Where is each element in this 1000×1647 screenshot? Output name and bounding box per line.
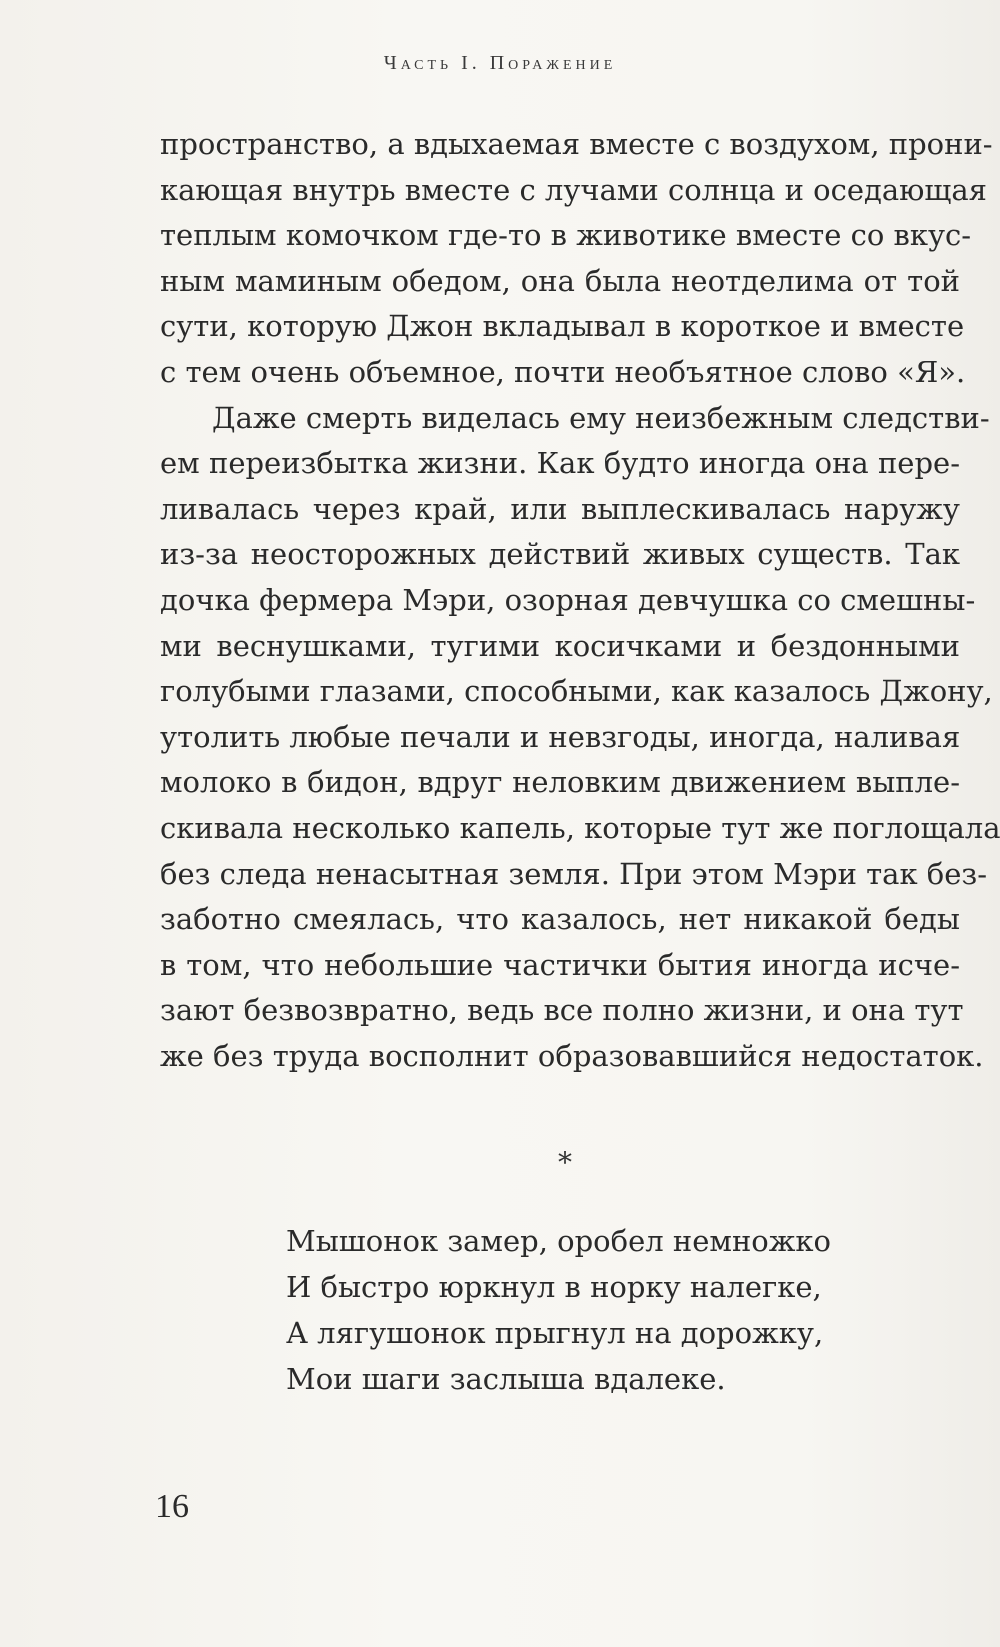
text-line: ливалась через край, или выплескивалась наружу [160,491,960,526]
text-line: голубыми глазами, способными, как казалось Джону, [160,674,993,709]
text-line: пространство, а вдыхаемая вместе с воздухом, прони- [160,127,993,161]
text-line: Даже смерть виделась ему неизбежным следстви- [212,400,990,435]
text-line: утолить любые печали и невзгоды, иногда, наливая [160,719,961,754]
poem-line: И быстро юркнул в норку налегке, [286,1270,822,1304]
page-number: 16 [155,1488,189,1525]
poem-line: А лягушонок прыгнул на дорожку, [286,1316,824,1350]
text-line: ным маминым обедом, она была неотделима от той [160,263,960,298]
section-separator: * [558,1146,572,1179]
text-line: теплым комочком где-то в животике вместе со вкус- [160,218,972,253]
text-line: ем переизбытка жизни. Как будто иногда она пере- [160,446,960,481]
text-line: заботно смеялась, что казалось, нет никакой беды [160,902,960,937]
text-line: кающая внутрь вместе с лучами солнца и оседающая [160,172,987,207]
body-text [160,122,1000,1079]
poem-line: Мои шаги заслыша вдалеке. [286,1362,726,1396]
text-line: без следа ненасытная земля. При этом Мэри так без- [160,856,988,891]
poem [286,1218,886,1402]
text-line: с тем очень объемное, почти необъятное слово «Я». [160,354,966,389]
text-line: ми веснушками, тугими косичками и бездонными [160,628,960,663]
running-head: Часть I. Поражение [383,52,617,74]
text-line: из-за неосторожных действий живых существ. Так [160,537,960,572]
text-line: скивала несколько капель, которые тут же поглощала [160,810,1000,845]
text-line: дочка фермера Мэри, озорная девчушка со смешны- [160,582,976,617]
text-line: зают безвозвратно, ведь все полно жизни, и она тут [160,993,964,1028]
poem-line: Мышонок замер, оробел немножко [286,1224,831,1258]
text-line: сути, которую Джон вкладывал в короткое и вместе [160,309,965,344]
text-line: молоко в бидон, вдруг неловким движением выпле- [160,765,960,800]
text-line: в том, что небольшие частички бытия иногда исче- [160,947,960,982]
text-line: же без труда восполнит образовавшийся недостаток. [160,1038,984,1073]
